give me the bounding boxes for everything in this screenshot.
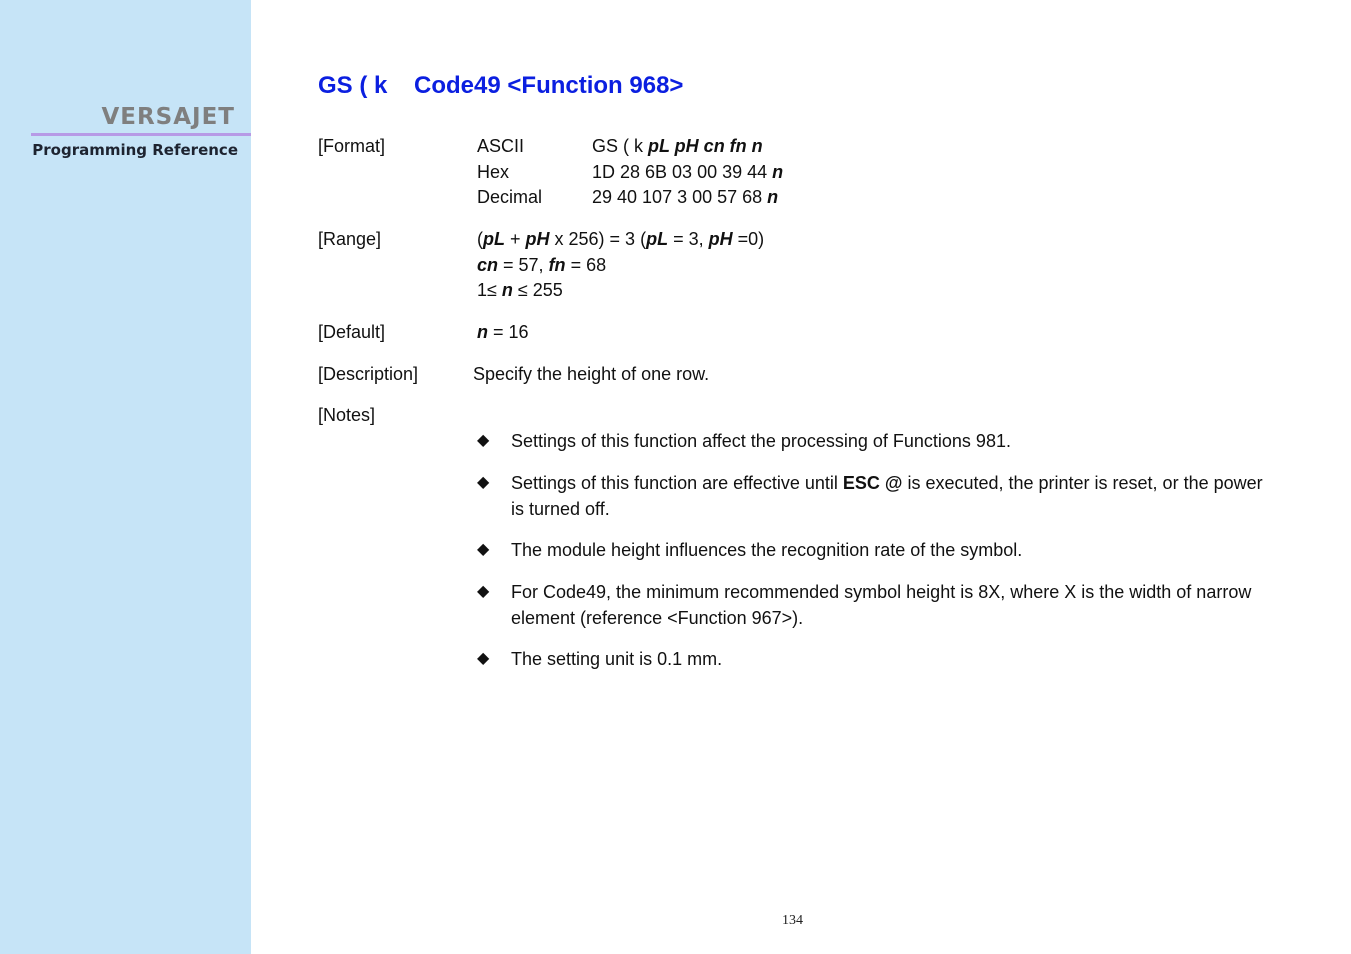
range-param: n [501,280,513,300]
note-text-part: Settings of this function are effective until [511,473,843,493]
brand-logo: VERSAJET [101,104,235,130]
range-line-1 [477,226,764,252]
range-param: fn [548,255,566,275]
format-ascii-value [592,133,763,159]
format-hex-bytes: 1D 28 6B 03 00 39 44 [592,162,773,182]
range-text: ( [477,229,483,249]
range-param: cn [477,255,499,275]
format-hex-value [592,159,783,185]
diamond-bullet-icon: ◆ [477,474,490,491]
note-text: The module height influences the recognition rate of the symbol. [511,540,1023,560]
diamond-bullet-icon: ◆ [477,583,490,600]
range-label: [Range] [318,229,382,249]
default-text: = 16 [488,322,529,342]
note-text [511,470,1277,522]
range-text: + [505,229,526,249]
range-line-2 [477,252,606,278]
note-text-part: is executed, the printer is reset, or the power is turned off. [511,473,1263,519]
note-command: ESC @ [842,473,903,493]
range-text: x 256) = 3 ( [549,229,647,249]
note-item [477,646,1277,672]
range-param: pL [483,229,505,249]
note-text: The setting unit is 0.1 mm. [511,649,723,669]
sidebar [0,0,251,954]
range-text: = 68 [565,255,607,275]
format-decimal-bytes: 29 40 107 3 00 57 68 [592,187,768,207]
brand-subtitle: Programming Reference [32,141,238,159]
format-ascii-plain: GS ( k [592,136,649,156]
format-ascii-label: ASCII [477,136,525,156]
format-label: [Format] [318,136,386,156]
note-text: For Code49, the minimum recommended symbol height is 8X, where X is the width of narrow element (reference <Function 967>). [511,582,1252,628]
notes-label: [Notes] [318,405,376,425]
range-text: =0) [732,229,765,249]
format-hex-label: Hex [477,162,510,182]
description-text: Specify the height of one row. [473,364,710,384]
range-line-3 [477,277,563,303]
default-param: n [477,322,488,342]
note-item [477,579,1277,631]
format-decimal-param: n [767,187,779,207]
brand-divider [31,133,251,136]
format-decimal-value [592,184,778,210]
description-label: [Description] [318,364,419,384]
note-item [477,537,1277,563]
page-number: 134 [782,913,803,928]
diamond-bullet-icon: ◆ [477,541,490,558]
note-item [477,470,1277,522]
default-value [477,319,529,345]
default-label: [Default] [318,322,386,342]
diamond-bullet-icon: ◆ [477,650,490,667]
page-title: GS ( k Code49 <Function 968> [318,72,684,99]
note-text: Settings of this function affect the processing of Functions 981. [511,431,1011,451]
range-param: pL [646,229,669,249]
diamond-bullet-icon: ◆ [477,432,490,449]
format-decimal-label: Decimal [477,187,543,207]
range-text: = 3, [668,229,709,249]
note-item [477,428,1277,454]
range-param: pH [525,229,550,249]
format-hex-param: n [772,162,784,182]
format-ascii-params: pL pH cn fn n [648,136,763,156]
range-text: = 57, [498,255,549,275]
range-text: 1≤ [477,280,502,300]
range-param: pH [708,229,733,249]
range-text: ≤ 255 [512,280,563,300]
